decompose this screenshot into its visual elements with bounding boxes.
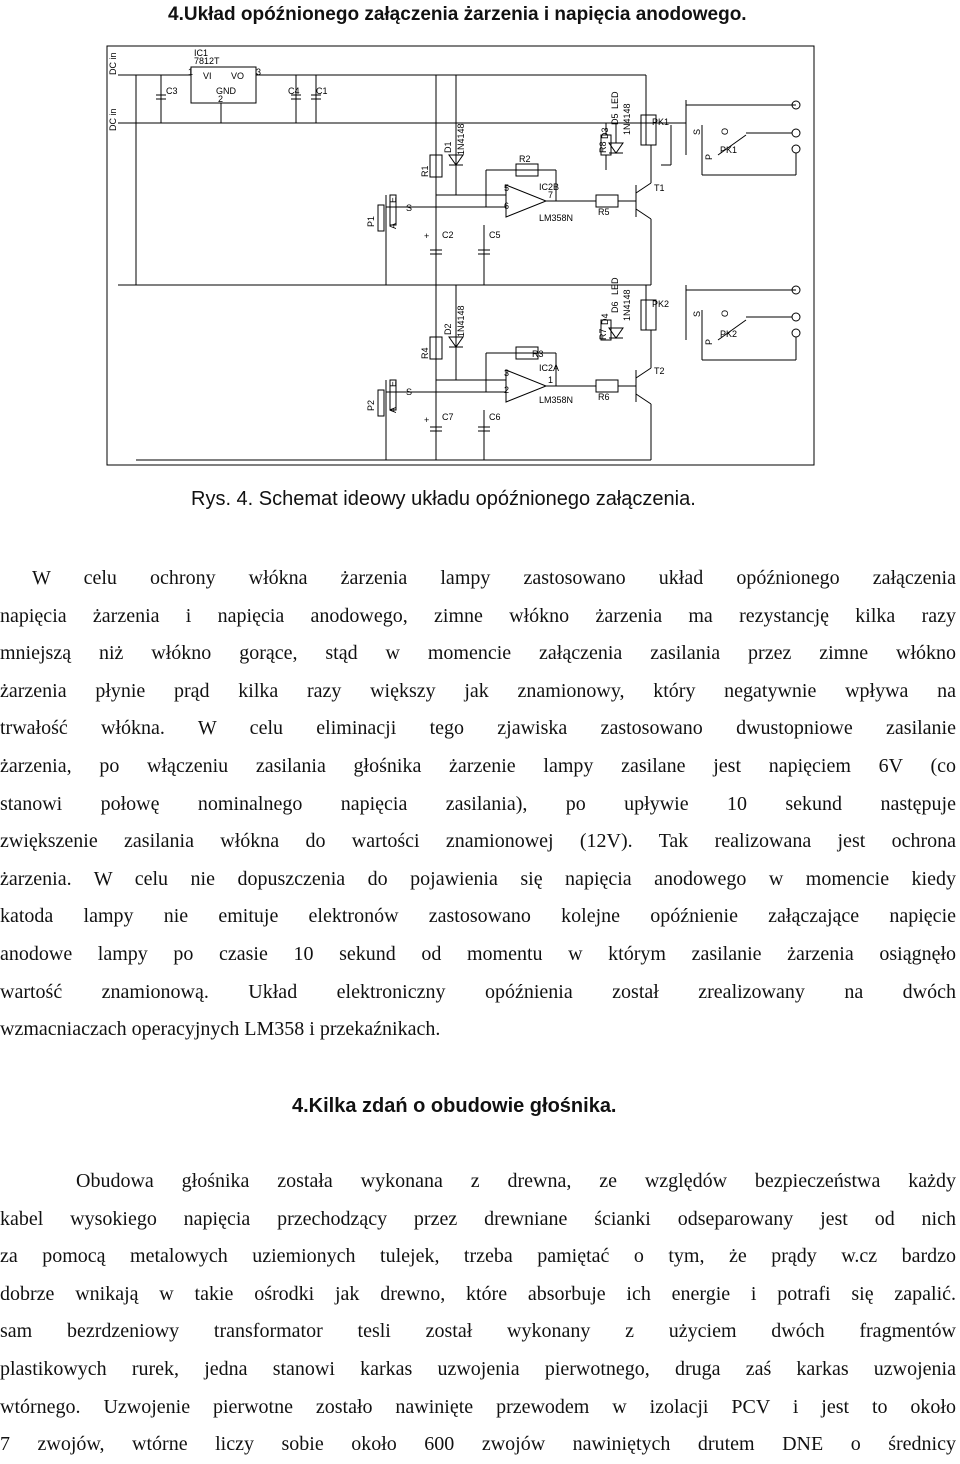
- label-c2: C2: [442, 230, 454, 240]
- label-s1: S: [406, 203, 413, 213]
- label-d2part: 1N4148: [456, 305, 466, 337]
- label-sw1s: S: [692, 128, 702, 135]
- label-lm2: LM358N: [539, 395, 574, 405]
- label-d1: D1: [443, 141, 453, 153]
- label-p1: P1: [366, 215, 376, 227]
- label-a1: A: [388, 222, 398, 229]
- label-c5: C5: [489, 230, 501, 240]
- label-ic1part: 7812T: [194, 56, 220, 66]
- label-r3: R3: [532, 349, 544, 359]
- paragraph-line: żarzenia. W celu nie dopuszczenia do pojawienia się napięcia anodowego w momencie kiedy: [0, 867, 956, 890]
- label-r7: R7: [598, 328, 608, 340]
- label-sw1o: O: [720, 127, 730, 135]
- label-n5: 5: [504, 183, 510, 193]
- paragraph-line: wartość znamionową. Układ elektroniczny opóźnienia został zrealizowany na dwóch: [0, 980, 956, 1003]
- paragraph-line: żarzenia płynie prąd kilka razy większy jak znamionowy, który negatywnie wpływa na: [0, 679, 956, 702]
- label-n3: 3: [504, 368, 510, 378]
- label-d5part: 1N4148: [622, 103, 632, 135]
- paragraph-line: trwałość włókna. W celu eliminacji tego zjawiska zastosowano dwustopniowe zasilanie: [0, 717, 956, 740]
- paragraph-line: mniejszą niż włókno gorące, stąd w momencie załączenia zasilania przez zimne włókno: [0, 642, 956, 665]
- paragraph-2: [0, 1163, 956, 1464]
- paragraph-line: żarzenia, po włączeniu zasilania głośnika żarzenie lampy zasilane jest napięciem 6V (co: [0, 754, 956, 777]
- label-plus2: +: [424, 415, 430, 425]
- section-title-2: 4.Kilka zdań o obudowie głośnika.: [292, 1095, 617, 1117]
- label-n6: 6: [504, 201, 510, 211]
- label-pk2b: PK2: [720, 329, 738, 339]
- paragraph-line: anodowe lampy po czasie 10 sekund od momentu w którym zasilanie żarzenia osiągnęło: [0, 942, 956, 965]
- paragraph-line: stanowi połowę nominalnego napięcia zasilania), po upływie 10 sekund następuje: [0, 792, 956, 815]
- label-led1: LED: [610, 91, 620, 109]
- label-pin3: 3: [256, 67, 262, 77]
- label-c4: C4: [288, 86, 300, 96]
- paragraph-line: plastikowych rurek, jedna stanowi karkas uzwojenia pierwotnego, druga zaś karkas uzwojenia: [0, 1357, 956, 1380]
- label-gnd: GND: [216, 86, 236, 96]
- label-plus1: +: [424, 231, 430, 241]
- paragraph-line: katoda lampy nie emituje elektronów zastosowano kolejne opóźnienie załączające napięcie: [0, 905, 956, 928]
- label-pk2: PK2: [652, 299, 670, 309]
- figure-caption: Rys. 4. Schemat ideowy układu opóźnionego załączenia.: [191, 488, 696, 510]
- label-ic2a: IC2A: [539, 363, 560, 373]
- paragraph-line: Obudowa głośnika została wykonana z drewna, ze względów bezpieczeństwa każdy: [76, 1170, 956, 1192]
- label-lm1: LM358N: [539, 213, 574, 223]
- label-d1part: 1N4148: [456, 123, 466, 155]
- paragraph-line: 7 zwojów, wtórne liczy sobie około 600 zwojów nawiniętych drutem DNE o średnicy: [0, 1433, 956, 1456]
- paragraph-line: wtórnego. Uzwojenie pierwotne zostało nawinięte przewodem w izolacji PCV i jest to około: [0, 1395, 956, 1418]
- label-r4: R4: [420, 347, 430, 359]
- paragraph-line: dobrze wnikają w takie ośrodki jak drewno, które absorbuje ich energie i potrafi się zapalić.: [0, 1282, 956, 1305]
- label-sw2o: O: [720, 309, 730, 317]
- label-c1: C1: [316, 86, 328, 96]
- label-pin2: 2: [218, 94, 224, 104]
- label-sw1p: P: [704, 153, 714, 160]
- paragraph-line: napięcia żarzenia i napięcia anodowego, zimne włókno żarzenia ma rezystancję kilka razy: [0, 604, 956, 627]
- label-n2: 2: [504, 385, 510, 395]
- label-sw2p: P: [704, 338, 714, 345]
- label-pin1: 1: [188, 67, 194, 77]
- label-t1: T1: [654, 183, 665, 193]
- label-d4: D4: [600, 313, 610, 325]
- label-n1: 1: [548, 375, 554, 385]
- paragraph-line: za pomocą metalowych uziemionych tulejek, trzeba pamiętać o tym, że prądy w.cz bardzo: [0, 1245, 956, 1268]
- label-c7: C7: [442, 412, 454, 422]
- label-led2: LED: [610, 277, 620, 295]
- paragraph-line: kabel wysokiego napięcia przechodzący przez drewniane ścianki odseparowany jest od nich: [0, 1207, 956, 1230]
- label-d2: D2: [443, 323, 453, 335]
- label-d6part: 1N4148: [622, 289, 632, 321]
- paragraph-line: sam bezrdzeniowy transformator tesli został wykonany z użyciem dwóch fragmentów: [0, 1320, 956, 1343]
- label-c6: C6: [489, 412, 501, 422]
- paragraph-line: zwiększenie zasilania włókna do wartości znamionowej (12V). Tak realizowana jest ochrona: [0, 830, 956, 853]
- label-pk1: PK1: [652, 117, 670, 127]
- label-d3: D3: [600, 127, 610, 139]
- label-r8: R8: [598, 141, 608, 153]
- label-ic1: IC1: [194, 48, 209, 58]
- label-d6: D6: [610, 301, 620, 313]
- label-d5: D5: [610, 113, 620, 125]
- label-vo: VO: [231, 71, 245, 81]
- section-title: 4.Układ opóźnionego załączenia żarzenia i napięcia anodowego.: [168, 4, 747, 25]
- paragraph-line: W celu ochrony włókna żarzenia lampy zastosowano układ opóźnionego załączenia: [32, 567, 956, 589]
- label-dcin1: DC in: [108, 52, 118, 75]
- label-a2: A: [388, 406, 398, 413]
- circuit-schematic: [106, 45, 818, 471]
- label-n7: 7: [548, 190, 554, 200]
- label-r5: R5: [598, 207, 610, 217]
- label-s2: S: [406, 387, 413, 397]
- label-dcin2: DC in: [108, 108, 118, 131]
- label-r1: R1: [420, 165, 430, 177]
- label-r2: R2: [519, 154, 531, 164]
- label-r6: R6: [598, 392, 610, 402]
- label-vi: VI: [203, 71, 212, 81]
- label-sw2s: S: [692, 310, 702, 317]
- label-e2: E: [388, 380, 398, 387]
- label-p2: P2: [366, 399, 376, 411]
- paragraph-line: wzmacniaczach operacyjnych LM358 i przekaźnikach.: [0, 1018, 441, 1041]
- label-t2: T2: [654, 366, 665, 376]
- label-pk1b: PK1: [720, 145, 738, 155]
- label-ic2b: IC2B: [539, 182, 560, 192]
- label-c3: C3: [166, 86, 178, 96]
- paragraph-1: [0, 560, 956, 1049]
- label-e1: E: [388, 196, 398, 203]
